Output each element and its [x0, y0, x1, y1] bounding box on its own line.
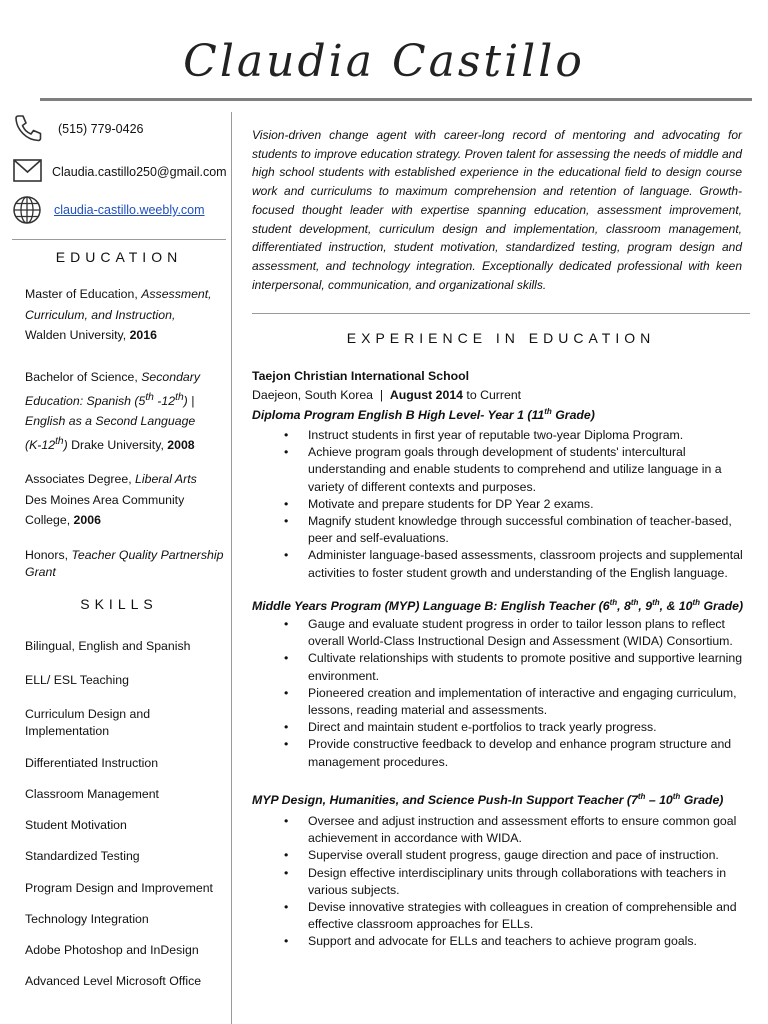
- graduation-year: 2016: [129, 328, 157, 342]
- globe-icon: [12, 194, 44, 226]
- degree-field-cont: -12: [153, 393, 176, 408]
- start-date: August 2014: [389, 388, 463, 402]
- contact-website: [12, 194, 226, 226]
- role-bullets: [284, 616, 746, 771]
- superscript: th: [544, 406, 552, 416]
- role-title: [252, 408, 750, 422]
- honor-name-cont: Grant: [25, 565, 56, 579]
- candidate-name: Claudia Castillo: [183, 36, 585, 87]
- bullet-item: • Achieve program goals through development of students' intercultural understanding and enable students to comprehend and utilize language in a variety of different contexts and purposes.: [284, 444, 746, 496]
- superscript: th: [652, 597, 660, 607]
- role-title-text: Grade): [700, 599, 744, 613]
- skill-item: Curriculum Design and: [25, 707, 151, 721]
- contact-email: [12, 155, 226, 187]
- skill-item: ELL/ ESL Teaching: [25, 673, 129, 687]
- degree-name: Associates Degree,: [25, 472, 136, 486]
- skill-item: Standardized Testing: [25, 849, 140, 863]
- skill-item: Implementation: [25, 724, 110, 738]
- email-address[interactable]: Claudia.castillo250@gmail.com: [52, 165, 227, 179]
- bullet-item: • Pioneered creation and implementation of interactive and engaging curriculum, lessons, reading material and assessments.: [284, 685, 746, 719]
- role-title: [252, 599, 750, 613]
- honor-name: Teacher Quality Partnership: [71, 548, 224, 562]
- bullet-item: • Oversee and adjust instruction and assessment efforts to ensure common goal achievement in accordance with WIDA.: [284, 813, 746, 847]
- degree-field-cont: ): [63, 437, 72, 452]
- superscript: th: [637, 791, 646, 801]
- superscript: th: [672, 791, 681, 801]
- degree-name: Bachelor of Science,: [25, 370, 142, 384]
- degree-field: Liberal Arts: [135, 472, 197, 486]
- role-title-text: Middle Years Program (MYP) Language B: English Teacher (6: [252, 599, 610, 613]
- education-heading: EDUCATION: [55, 249, 183, 265]
- education-entry-bachelors: [25, 367, 231, 455]
- superscript: th: [609, 597, 618, 607]
- skill-item: Program Design and Improvement: [25, 881, 213, 895]
- honor-label: Honors,: [25, 548, 72, 562]
- skill-item: Bilingual, English and Spanish: [25, 639, 191, 653]
- degree-field-cont: Curriculum, and Instruction,: [25, 307, 176, 322]
- role-title-text: , 8: [617, 599, 631, 613]
- end-date: to Current: [463, 388, 522, 402]
- bullet-item: • Direct and maintain student e-portfolios to track yearly progress.: [284, 719, 746, 736]
- school-name: Des Moines Area Community: [25, 492, 185, 507]
- school-name-cont: College,: [25, 513, 74, 527]
- skill-item: Advanced Level Microsoft Office: [25, 974, 202, 988]
- graduation-year: 2006: [73, 513, 101, 527]
- employer-name: Taejon Christian International School: [252, 369, 470, 383]
- skill-item: Differentiated Instruction: [25, 756, 159, 770]
- skills-heading: SKILLS: [80, 596, 158, 612]
- envelope-icon: [12, 155, 44, 187]
- degree-field: Secondary: [141, 370, 200, 384]
- experience-heading: EXPERIENCE IN EDUCATION: [346, 330, 656, 346]
- role-title-text: Grade): [551, 408, 595, 422]
- bullet-item: • Support and advocate for ELLs and teachers to achieve program goals.: [284, 933, 746, 950]
- education-entry-associates: [25, 469, 231, 531]
- degree-field-cont: Education: Spanish (5: [25, 393, 146, 408]
- school-name: Drake University,: [71, 437, 168, 452]
- role-title: [252, 793, 750, 807]
- website-link[interactable]: claudia-castillo.weebly.com: [54, 203, 205, 217]
- skill-item: Student Motivation: [25, 818, 127, 832]
- superscript: th: [175, 391, 184, 403]
- bullet-item: • Devise innovative strategies with colleagues in creation of comprehensible and effective classroom approaches for ELLs.: [284, 899, 746, 933]
- employer-location-dates: [252, 388, 750, 402]
- bullet-item: • Supervise overall student progress, gauge direction and pace of instruction.: [284, 847, 746, 864]
- superscript: th: [630, 597, 639, 607]
- bullet-item: • Motivate and prepare students for DP Year 2 exams.: [284, 496, 746, 513]
- superscript: th: [692, 597, 701, 607]
- bullet-item: • Design effective interdisciplinary units through collaborations with teachers in various subjects.: [284, 865, 746, 899]
- bullet-item: • Provide constructive feedback to develop and enhance program structure and management procedures.: [284, 736, 746, 770]
- role-bullets: [284, 813, 746, 951]
- professional-summary: Vision-driven change agent with career-long record of mentoring and advocating for students to improve education strategy. Proven talent for assessing the needs of middle and high school students with established experience in the educational field to design course work and curriculums to maximum comprehension and retention of language. Growth-focused thought leader with expertise spanning education, assessment improvement, student development, curriculum design and implementation, classroom management, differentiated instruction, student motivation, standardized testing, program design and assessment, and technology integration. Exceptionally dedicated professional with keen interpersonal, communication, and organizational skills.: [252, 128, 742, 292]
- degree-field-cont: (K-12: [25, 437, 56, 452]
- school-name: Walden University,: [25, 328, 130, 342]
- phone-number: (515) 779-0426: [58, 122, 144, 136]
- phone-icon: [12, 112, 44, 144]
- bullet-item: • Administer language-based assessments, classroom projects and supplemental activities to foster student growth and understanding of the English language.: [284, 547, 746, 581]
- contact-divider: [12, 239, 226, 240]
- bullet-item: • Magnify student knowledge through successful combination of teacher-based, peer and self-evaluations.: [284, 513, 746, 547]
- role-title-text: , & 10: [659, 599, 693, 613]
- summary-divider: [252, 313, 750, 314]
- degree-field: Assessment,: [141, 287, 212, 301]
- superscript: th: [145, 391, 154, 403]
- bullet-item: • Instruct students in first year of reputable two-year Diploma Program.: [284, 427, 746, 444]
- role-title-text: , 9: [638, 599, 653, 613]
- education-entry-honors: [25, 547, 231, 581]
- degree-field-cont: English as a Second Language: [25, 414, 196, 429]
- role-bullets: [284, 427, 746, 582]
- skill-item: Technology Integration: [25, 912, 149, 926]
- degree-field-cont: ) |: [183, 393, 195, 408]
- employer-location: Daejeon, South Korea |: [252, 388, 390, 402]
- role-title-text: Grade): [680, 793, 724, 807]
- role-title-text: – 10: [645, 793, 673, 807]
- role-title-text: MYP Design, Humanities, and Science Push-In Support Teacher (7: [252, 793, 638, 807]
- superscript: th: [55, 435, 64, 447]
- graduation-year: 2008: [167, 437, 195, 452]
- bullet-item: • Gauge and evaluate student progress in order to tailor lesson plans to reflect overall World-Class Instructional Design and Assessment (WIDA) Consortium.: [284, 616, 746, 650]
- role-title-text: Diploma Program English B High Level- Year 1 (11: [252, 408, 545, 422]
- degree-name: Master of Education,: [25, 287, 142, 301]
- education-entry-masters: [25, 284, 231, 346]
- skill-item: Adobe Photoshop and InDesign: [25, 943, 199, 957]
- column-divider: [231, 112, 232, 1024]
- name-underline: [40, 98, 752, 101]
- contact-phone: [12, 112, 226, 144]
- skill-item: Classroom Management: [25, 787, 159, 801]
- bullet-item: • Cultivate relationships with students to promote positive and supportive learning environment.: [284, 650, 746, 684]
